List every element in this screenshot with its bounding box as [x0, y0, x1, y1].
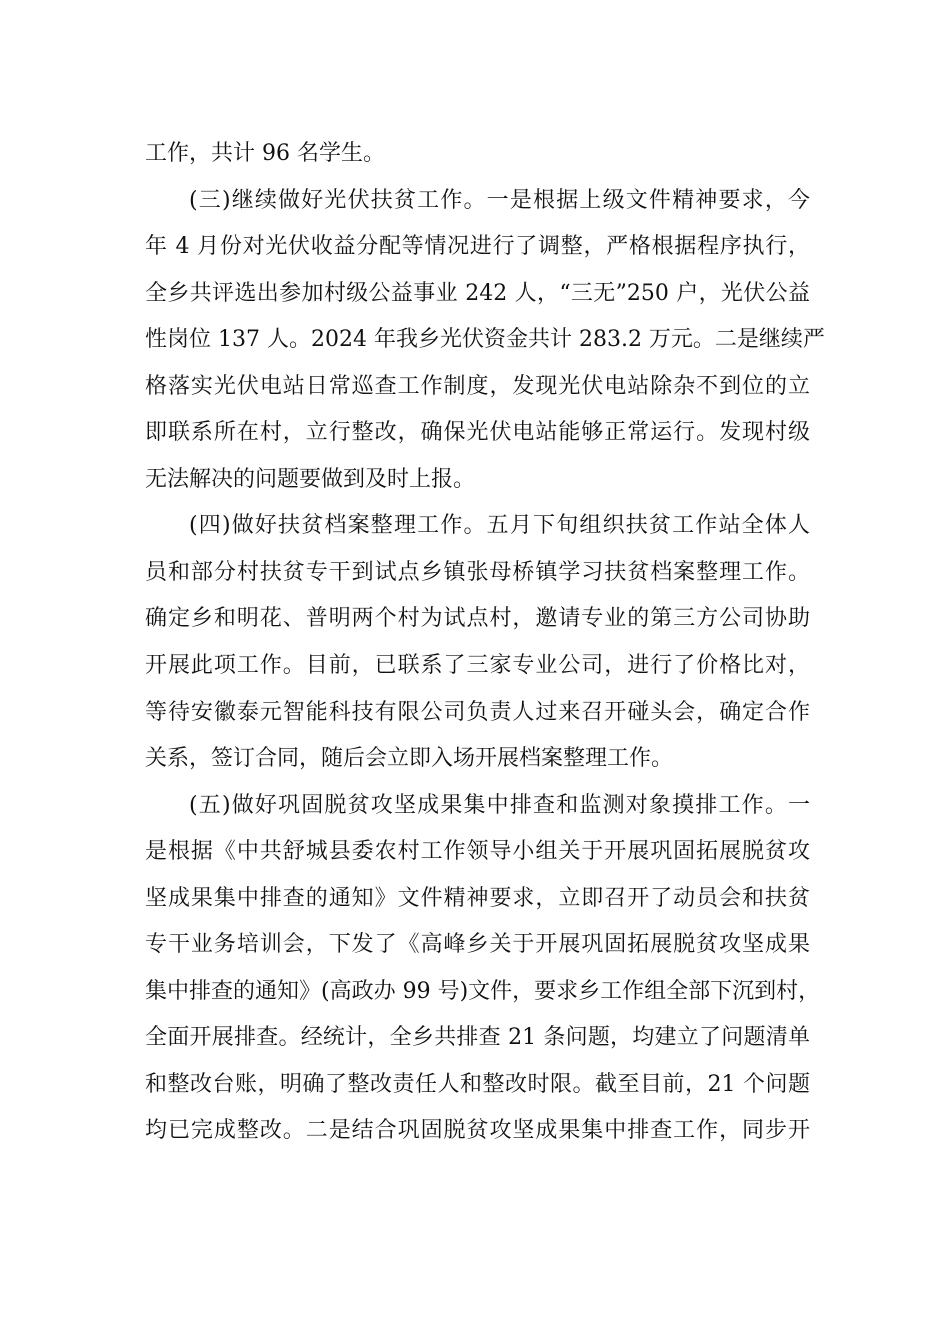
text-line: 确定乡和明花、普明两个村为试点村，邀请专业的第三方公司协助 [145, 606, 810, 632]
text-line: 和整改台账，明确了整改责任人和整改时限。截至目前，21 个问题 [145, 1071, 810, 1097]
text-line: (三)继续做好光伏扶贫工作。一是根据上级文件精神要求，今 [189, 187, 810, 213]
text-line: 即联系所在村，立行整改，确保光伏电站能够正常运行。发现村级 [145, 420, 810, 446]
text-line: 格落实光伏电站日常巡查工作制度，发现光伏电站除杂不到位的立 [145, 373, 810, 399]
text-line: 工作，共计 96 名学生。 [145, 141, 385, 166]
text-line: 性岗位 137 人。2024 年我乡光伏资金共计 283.2 万元。二是继续严 [145, 327, 825, 353]
text-line: 无法解决的问题要做到及时上报。 [145, 466, 476, 492]
text-line: 坚成果集中排查的通知》文件精神要求，立即召开了动员会和扶贫 [145, 885, 810, 911]
text-line: (四)做好扶贫档案整理工作。五月下旬组织扶贫工作站全体人 [189, 513, 810, 539]
text-line: 关系，签订合同，随后会立即入场开展档案整理工作。 [145, 746, 674, 772]
text-line: 员和部分村扶贫专干到试点乡镇张母桥镇学习扶贫档案整理工作。 [145, 559, 810, 585]
text-line: 开展此项工作。目前，已联系了三家专业公司，进行了价格比对， [145, 653, 810, 679]
text-line: (五)做好巩固脱贫攻坚成果集中排查和监测对象摸排工作。一 [189, 792, 810, 818]
text-line: 全面开展排查。经统计，全乡共排查 21 条问题，均建立了问题清单 [145, 1025, 810, 1051]
text-line: 是根据《中共舒城县委农村工作领导小组关于开展巩固拓展脱贫攻 [145, 839, 810, 865]
text-line: 专干业务培训会，下发了《高峰乡关于开展巩固拓展脱贫攻坚成果 [145, 932, 810, 958]
text-line: 集中排查的通知》(高政办 99 号)文件，要求乡工作组全部下沉到村， [145, 978, 821, 1004]
text-line: 均已完成整改。二是结合巩固脱贫攻坚成果集中排查工作，同步开 [145, 1118, 810, 1144]
text-line: 全乡共评选出参加村级公益事业 242 人，“三无”250 户，光伏公益 [145, 280, 810, 306]
text-line: 年 4 月份对光伏收益分配等情况进行了调整，严格根据程序执行， [145, 234, 810, 260]
text-line: 等待安徽泰元智能科技有限公司负责人过来召开碰头会，确定合作 [145, 699, 810, 725]
body-text [145, 131, 825, 1155]
